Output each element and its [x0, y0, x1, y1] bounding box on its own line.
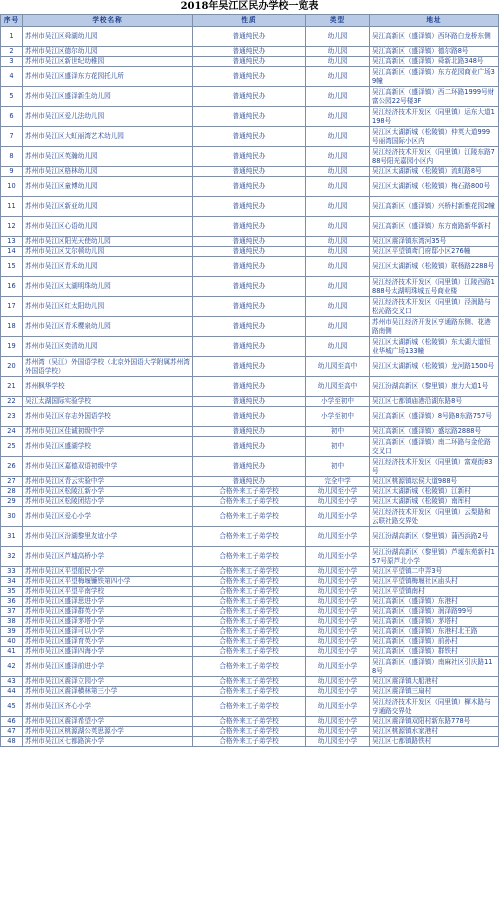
- table-row: [1, 617, 499, 627]
- cell-type: 幼儿园: [306, 257, 370, 277]
- cell-type: 幼儿园至小学: [306, 617, 370, 627]
- cell-nature: 普通纯民办: [193, 57, 306, 67]
- cell-type: 幼儿园: [306, 87, 370, 107]
- cell-no: 38: [1, 617, 23, 627]
- cell-address: 吴江高新区（盛泽镇）茅塔村: [370, 617, 499, 627]
- table-row: [1, 677, 499, 687]
- header-type: 类型: [306, 15, 370, 27]
- cell-school-name: 苏州市吴江区青禾幼儿园: [23, 257, 193, 277]
- cell-school-name: 苏州枫华学校: [23, 377, 193, 397]
- cell-nature: 合格外来工子弟学校: [193, 487, 306, 497]
- cell-nature: 普通纯民办: [193, 237, 306, 247]
- cell-school-name: 苏州市吴江区盛湖学校: [23, 437, 193, 457]
- cell-school-name: 苏州市吴江区存志外国语学校: [23, 407, 193, 427]
- cell-no: 34: [1, 577, 23, 587]
- cell-school-name: 苏州市吴江区盛泽前进小学: [23, 657, 193, 677]
- cell-no: 39: [1, 627, 23, 637]
- table-row: [1, 497, 499, 507]
- cell-nature: 合格外来工子弟学校: [193, 727, 306, 737]
- table-row: [1, 67, 499, 87]
- cell-nature: 普通纯民办: [193, 47, 306, 57]
- cell-no: 8: [1, 147, 23, 167]
- table-row: [1, 637, 499, 647]
- cell-school-name: 苏州市吴江区震泽希望小学: [23, 717, 193, 727]
- cell-address: 吴江区震泽镇双阳村新东路778号: [370, 717, 499, 727]
- cell-no: 40: [1, 637, 23, 647]
- cell-nature: 普通纯民办: [193, 477, 306, 487]
- cell-address: 吴江高新区（盛泽镇）盛坛路2888号: [370, 427, 499, 437]
- table-row: [1, 257, 499, 277]
- cell-nature: 普通纯民办: [193, 427, 306, 437]
- cell-type: 幼儿园: [306, 57, 370, 67]
- cell-type: 幼儿园至小学: [306, 727, 370, 737]
- cell-nature: 合格外来工子弟学校: [193, 657, 306, 677]
- cell-no: 4: [1, 67, 23, 87]
- cell-address: 吴江高新区（盛泽镇）润泽路99号: [370, 607, 499, 617]
- cell-no: 37: [1, 607, 23, 617]
- cell-type: 幼儿园: [306, 197, 370, 217]
- cell-type: 幼儿园: [306, 337, 370, 357]
- cell-type: 幼儿园至小学: [306, 607, 370, 617]
- cell-school-name: 苏州市吴江区嘉德双语初级中学: [23, 457, 193, 477]
- cell-no: 24: [1, 427, 23, 437]
- cell-address: 吴江区桃源镇坛侯大道988号: [370, 477, 499, 487]
- cell-nature: 合格外来工子弟学校: [193, 507, 306, 527]
- header-address: 地址: [370, 15, 499, 27]
- cell-nature: 普通纯民办: [193, 67, 306, 87]
- cell-no: 7: [1, 127, 23, 147]
- table-row: [1, 487, 499, 497]
- cell-no: 17: [1, 297, 23, 317]
- cell-no: 11: [1, 197, 23, 217]
- cell-school-name: 苏州市吴江区佳诚初级中学: [23, 427, 193, 437]
- cell-nature: 普通纯民办: [193, 87, 306, 107]
- cell-address: 吴江区太湖新城（松陵镇）龙河路1500号: [370, 357, 499, 377]
- cell-nature: 合格外来工子弟学校: [193, 497, 306, 507]
- cell-nature: 普通纯民办: [193, 377, 306, 397]
- cell-type: 初中: [306, 457, 370, 477]
- header-nature: 性质: [193, 15, 306, 27]
- table-row: [1, 647, 499, 657]
- cell-nature: 普通纯民办: [193, 257, 306, 277]
- cell-type: 幼儿园: [306, 167, 370, 177]
- cell-no: 12: [1, 217, 23, 237]
- cell-type: 幼儿园至小学: [306, 697, 370, 717]
- cell-no: 47: [1, 727, 23, 737]
- cell-type: 幼儿园至小学: [306, 507, 370, 527]
- cell-no: 19: [1, 337, 23, 357]
- cell-nature: 合格外来工子弟学校: [193, 567, 306, 577]
- cell-school-name: 苏州市吴江区盛泽东方花园托儿所: [23, 67, 193, 87]
- table-header-row: [1, 15, 499, 27]
- cell-type: 幼儿园至小学: [306, 647, 370, 657]
- cell-type: 幼儿园: [306, 247, 370, 257]
- table-row: [1, 507, 499, 527]
- cell-no: 20: [1, 357, 23, 377]
- cell-type: 幼儿园至小学: [306, 687, 370, 697]
- cell-nature: 普通纯民办: [193, 147, 306, 167]
- cell-address: 吴江高新区（盛泽镇）东港村: [370, 597, 499, 607]
- cell-address: 吴江区七都镇路铁村: [370, 737, 499, 747]
- cell-nature: 普通纯民办: [193, 407, 306, 427]
- table-row: [1, 107, 499, 127]
- cell-type: 幼儿园: [306, 177, 370, 197]
- cell-school-name: 苏州市吴江区盛泽茅塔小学: [23, 617, 193, 627]
- cell-type: 幼儿园至小学: [306, 637, 370, 647]
- cell-no: 30: [1, 507, 23, 527]
- cell-no: 16: [1, 277, 23, 297]
- cell-nature: 普通纯民办: [193, 247, 306, 257]
- cell-address: 苏州市吴江经济开发区亨通路东侧、花港路南侧: [370, 317, 499, 337]
- cell-nature: 合格外来工子弟学校: [193, 677, 306, 687]
- cell-school-name: 苏州市吴江区松陵团结小学: [23, 497, 193, 507]
- table-row: [1, 177, 499, 197]
- cell-type: 幼儿园至小学: [306, 547, 370, 567]
- cell-address: 吴江高新区（盛泽镇）西二环路1999号财富公园22号楼3F: [370, 87, 499, 107]
- table-row: [1, 127, 499, 147]
- cell-school-name: 苏州市吴江区大虹丽湾艺术幼儿园: [23, 127, 193, 147]
- cell-address: 吴江区太湖新城（松陵镇）东太湖大道恒业华城广场133幢: [370, 337, 499, 357]
- cell-no: 21: [1, 377, 23, 397]
- cell-type: 幼儿园至小学: [306, 527, 370, 547]
- cell-nature: 合格外来工子弟学校: [193, 587, 306, 597]
- cell-nature: 普通纯民办: [193, 397, 306, 407]
- cell-no: 44: [1, 687, 23, 697]
- cell-nature: 合格外来工子弟学校: [193, 627, 306, 637]
- cell-address: 吴江经济技术开发区（同里镇）运东大道1198号: [370, 107, 499, 127]
- cell-nature: 合格外来工子弟学校: [193, 737, 306, 747]
- table-row: [1, 277, 499, 297]
- cell-school-name: 苏州市吴江区新世纪幼稚园: [23, 57, 193, 67]
- cell-school-name: 苏州市吴江区齐心小学: [23, 697, 193, 717]
- cell-address: 吴江高新区（盛泽镇）前孙村: [370, 637, 499, 647]
- table-row: [1, 567, 499, 577]
- cell-address: 吴江区平望镇二中弄3号: [370, 567, 499, 577]
- cell-type: 幼儿园: [306, 27, 370, 47]
- table-row: [1, 167, 499, 177]
- cell-address: 吴江经济技术开发区（同里镇）江陵东路788号阳光嘉园小区内: [370, 147, 499, 167]
- table-row: [1, 437, 499, 457]
- cell-school-name: 苏州市吴江区太湖明珠幼儿园: [23, 277, 193, 297]
- table-row: [1, 457, 499, 477]
- table-row: [1, 407, 499, 427]
- cell-no: 35: [1, 587, 23, 597]
- table-row: [1, 697, 499, 717]
- cell-type: 幼儿园: [306, 237, 370, 247]
- cell-address: 吴江区震泽镇大船港村: [370, 677, 499, 687]
- cell-address: 吴江高新区（盛泽镇）德尔路8号: [370, 47, 499, 57]
- cell-type: 幼儿园: [306, 47, 370, 57]
- cell-nature: 普通纯民办: [193, 27, 306, 47]
- cell-no: 18: [1, 317, 23, 337]
- table-row: [1, 217, 499, 237]
- cell-address: 吴江区太湖新城（松陵镇）仲英大道999号丽湾国际小区内: [370, 127, 499, 147]
- table-row: [1, 577, 499, 587]
- table-row: [1, 597, 499, 607]
- cell-school-name: 苏州市吴江区汾湖黎里友谊小学: [23, 527, 193, 547]
- table-row: [1, 57, 499, 67]
- cell-school-name: 苏州市吴江区阳光天使幼儿园: [23, 237, 193, 247]
- cell-school-name: 苏州市吴江区盛泽新生幼儿园: [23, 87, 193, 107]
- cell-no: 14: [1, 247, 23, 257]
- cell-nature: 合格外来工子弟学校: [193, 527, 306, 547]
- cell-type: 幼儿园至高中: [306, 377, 370, 397]
- cell-type: 幼儿园: [306, 107, 370, 127]
- cell-address: 吴江汾湖高新区（黎里镇）康力大道1号: [370, 377, 499, 397]
- cell-nature: 合格外来工子弟学校: [193, 597, 306, 607]
- cell-no: 41: [1, 647, 23, 657]
- page-title: 2018年吴江区民办学校一览表: [180, 1, 319, 12]
- table-row: [1, 297, 499, 317]
- table-row: [1, 657, 499, 677]
- cell-type: 幼儿园至小学: [306, 487, 370, 497]
- cell-address: 吴江区平望镇鸢门府邸小区276幢: [370, 247, 499, 257]
- cell-nature: 合格外来工子弟学校: [193, 607, 306, 617]
- table-row: [1, 47, 499, 57]
- cell-school-name: 苏州市吴江区爱心小学: [23, 507, 193, 527]
- cell-no: 23: [1, 407, 23, 427]
- table-row: [1, 527, 499, 547]
- cell-school-name: 苏州市吴江区舜湖幼儿园: [23, 27, 193, 47]
- cell-no: 48: [1, 737, 23, 747]
- cell-address: 吴江高新区（盛泽镇）西环路白龙桥东侧: [370, 27, 499, 47]
- cell-school-name: 苏州市吴江区格林幼儿园: [23, 167, 193, 177]
- table-row: [1, 687, 499, 697]
- table-row: [1, 717, 499, 727]
- cell-address: 吴江汾湖高新区（黎里镇）芦墟东苑新村157号原芦北小学: [370, 547, 499, 567]
- cell-address: 吴江经济技术开发区（同里镇）江陵西路1888号太湖明珠城五号商业楼: [370, 277, 499, 297]
- cell-school-name: 苏州市吴江区平望平南学校: [23, 587, 193, 597]
- cell-school-name: 苏州市吴江区心语幼儿园: [23, 217, 193, 237]
- table-row: [1, 317, 499, 337]
- cell-no: 2: [1, 47, 23, 57]
- cell-type: 幼儿园: [306, 217, 370, 237]
- cell-nature: 合格外来工子弟学校: [193, 687, 306, 697]
- header-no: 序号: [1, 15, 23, 27]
- cell-type: 幼儿园至小学: [306, 587, 370, 597]
- school-table: [0, 14, 499, 747]
- cell-address: 吴江高新区（盛泽镇）东方南路新华新村: [370, 217, 499, 237]
- table-row: [1, 607, 499, 617]
- cell-school-name: 苏州市吴江区盛泽育英小学: [23, 637, 193, 647]
- cell-type: 幼儿园: [306, 297, 370, 317]
- cell-nature: 合格外来工子弟学校: [193, 577, 306, 587]
- cell-type: 幼儿园: [306, 67, 370, 87]
- cell-type: 初中: [306, 427, 370, 437]
- cell-school-name: 苏州市吴江区七都路滨小学: [23, 737, 193, 747]
- cell-no: 13: [1, 237, 23, 247]
- cell-address: 吴江经济技术开发区（同里镇）云梨路和云联社路交界处: [370, 507, 499, 527]
- cell-school-name: 苏州市吴江区震泽立园小学: [23, 677, 193, 687]
- cell-address: 吴江区震泽镇三扇村: [370, 687, 499, 697]
- cell-address: 吴江区震泽镇东湾河35号: [370, 237, 499, 247]
- cell-type: 幼儿园: [306, 277, 370, 297]
- cell-type: 幼儿园至小学: [306, 597, 370, 607]
- cell-address: 吴江高新区（盛泽镇）南麻社区引庆路118号: [370, 657, 499, 677]
- cell-address: 吴江区桃源镇水家港村: [370, 727, 499, 737]
- cell-address: 吴江高新区（盛泽镇）舜新北路348号: [370, 57, 499, 67]
- cell-address: 吴江区太湖新城（松陵镇）江新村: [370, 487, 499, 497]
- cell-school-name: 苏州市吴江区奕清幼儿园: [23, 337, 193, 357]
- cell-address: 吴江高新区（盛泽镇）8号路8东路757号: [370, 407, 499, 427]
- cell-school-name: 苏州市吴江区德尔幼儿园: [23, 47, 193, 57]
- cell-type: 幼儿园至小学: [306, 677, 370, 687]
- cell-no: 36: [1, 597, 23, 607]
- cell-address: 吴江区平望镇梅堰社区庙头村: [370, 577, 499, 587]
- table-row: [1, 27, 499, 47]
- cell-nature: 合格外来工子弟学校: [193, 637, 306, 647]
- cell-school-name: 苏州市吴江区英瀚幼儿园: [23, 147, 193, 167]
- cell-school-name: 苏州市吴江区平望梅堰镰铁第四小学: [23, 577, 193, 587]
- cell-no: 29: [1, 497, 23, 507]
- cell-type: 幼儿园: [306, 317, 370, 337]
- cell-school-name: 苏州市吴江区爱儿法幼儿园: [23, 107, 193, 127]
- cell-school-name: 苏州市吴江区桃源湖公英思源小学: [23, 727, 193, 737]
- cell-nature: 普通纯民办: [193, 167, 306, 177]
- cell-type: 初中: [306, 437, 370, 457]
- cell-type: 完全中学: [306, 477, 370, 487]
- table-row: [1, 357, 499, 377]
- cell-nature: 合格外来工子弟学校: [193, 647, 306, 657]
- cell-school-name: 苏州湾（吴江）外国语学校（北京外国语大学附属苏州湾外国语学校）: [23, 357, 193, 377]
- table-row: [1, 197, 499, 217]
- cell-no: 15: [1, 257, 23, 277]
- cell-school-name: 苏州市吴江区新亚幼儿园: [23, 197, 193, 217]
- cell-address: 吴江高新区（盛泽镇）南二环路与金伦路交叉口: [370, 437, 499, 457]
- cell-nature: 普通纯民办: [193, 457, 306, 477]
- table-row: [1, 587, 499, 597]
- cell-school-name: 苏州市吴江区盛泽群英小学: [23, 607, 193, 617]
- cell-no: 28: [1, 487, 23, 497]
- cell-school-name: 苏州市吴江区艾尔顿幼儿园: [23, 247, 193, 257]
- cell-address: 吴江高新区（盛泽镇）东港村北王路: [370, 627, 499, 637]
- cell-school-name: 苏州市吴江区盛泽思进小学: [23, 597, 193, 607]
- table-row: [1, 547, 499, 567]
- cell-address: 吴江高新区（盛泽镇）东方花园商业广场39幢: [370, 67, 499, 87]
- cell-type: 幼儿园至小学: [306, 497, 370, 507]
- cell-type: 幼儿园至小学: [306, 627, 370, 637]
- cell-type: 幼儿园至小学: [306, 717, 370, 727]
- cell-nature: 普通纯民办: [193, 277, 306, 297]
- cell-nature: 普通纯民办: [193, 437, 306, 457]
- cell-no: 5: [1, 87, 23, 107]
- cell-no: 43: [1, 677, 23, 687]
- cell-address: 吴江区平望镇南村: [370, 587, 499, 597]
- cell-school-name: 苏州市吴江区童博幼儿园: [23, 177, 193, 197]
- cell-address: 吴江汾湖高新区（黎里镇）蒲西浜路2号: [370, 527, 499, 547]
- cell-nature: 普通纯民办: [193, 127, 306, 147]
- cell-no: 3: [1, 57, 23, 67]
- cell-type: 小学至初中: [306, 407, 370, 427]
- table-row: [1, 337, 499, 357]
- table-row: [1, 397, 499, 407]
- cell-school-name: 苏州市吴江区盛泽四海小学: [23, 647, 193, 657]
- cell-no: 22: [1, 397, 23, 407]
- header-name: 学校名称: [23, 15, 193, 27]
- cell-type: 幼儿园至高中: [306, 357, 370, 377]
- cell-address: 吴江经济技术开发区（同里镇）富观街83号: [370, 457, 499, 477]
- cell-school-name: 苏州市吴江区盛泽可以小学: [23, 627, 193, 637]
- cell-no: 32: [1, 547, 23, 567]
- table-body: [1, 27, 499, 747]
- cell-nature: 普通纯民办: [193, 217, 306, 237]
- cell-no: 46: [1, 717, 23, 727]
- cell-nature: 合格外来工子弟学校: [193, 717, 306, 727]
- cell-nature: 普通纯民办: [193, 337, 306, 357]
- cell-school-name: 苏州市吴江区平望船民小学: [23, 567, 193, 577]
- table-row: [1, 727, 499, 737]
- cell-address: 吴江区七都镇庙港沿湖东路8号: [370, 397, 499, 407]
- cell-type: 幼儿园至小学: [306, 657, 370, 677]
- cell-address: 吴江经济技术开发区（同里镇）樨木路与亨通路交界处: [370, 697, 499, 717]
- table-row: [1, 477, 499, 487]
- cell-nature: 合格外来工子弟学校: [193, 617, 306, 627]
- cell-address: 吴江区太湖新城（松陵镇）梅石路800号: [370, 177, 499, 197]
- cell-no: 1: [1, 27, 23, 47]
- cell-school-name: 苏州市吴江区红太阳幼儿园: [23, 297, 193, 317]
- cell-no: 9: [1, 167, 23, 177]
- cell-address: 吴江区太湖新城（松陵镇）南厍村: [370, 497, 499, 507]
- table-row: [1, 237, 499, 247]
- cell-no: 31: [1, 527, 23, 547]
- cell-nature: 普通纯民办: [193, 197, 306, 217]
- cell-school-name: 苏州市吴江区青禾樱泉幼儿园: [23, 317, 193, 337]
- cell-type: 幼儿园: [306, 147, 370, 167]
- cell-no: 26: [1, 457, 23, 477]
- cell-type: 小学至初中: [306, 397, 370, 407]
- table-row: [1, 377, 499, 397]
- cell-no: 33: [1, 567, 23, 577]
- cell-no: 10: [1, 177, 23, 197]
- cell-nature: 合格外来工子弟学校: [193, 547, 306, 567]
- cell-address: 吴江经济技术开发区（同里镇）泾润路与松沁路交叉口: [370, 297, 499, 317]
- cell-address: 吴江高新区（盛泽镇）群铁村: [370, 647, 499, 657]
- cell-type: 幼儿园至小学: [306, 567, 370, 577]
- cell-school-name: 苏州市吴江区松陵江新小学: [23, 487, 193, 497]
- cell-nature: 普通纯民办: [193, 177, 306, 197]
- cell-school-name: 苏州市吴江区芦墟高桥小学: [23, 547, 193, 567]
- table-row: [1, 147, 499, 167]
- cell-nature: 普通纯民办: [193, 107, 306, 127]
- table-row: [1, 427, 499, 437]
- cell-type: 幼儿园: [306, 127, 370, 147]
- table-row: [1, 627, 499, 637]
- cell-school-name: 苏州市吴江区震泽横林第三小学: [23, 687, 193, 697]
- cell-school-name: 苏州市吴江区青云实验中学: [23, 477, 193, 487]
- cell-no: 27: [1, 477, 23, 487]
- table-row: [1, 247, 499, 257]
- cell-address: 吴江区太湖新城（松陵镇）流虹路8号: [370, 167, 499, 177]
- cell-address: 吴江区太湖新城（松陵镇）联杨路2288号: [370, 257, 499, 277]
- cell-nature: 合格外来工子弟学校: [193, 697, 306, 717]
- cell-nature: 普通纯民办: [193, 357, 306, 377]
- table-row: [1, 87, 499, 107]
- cell-no: 6: [1, 107, 23, 127]
- cell-nature: 普通纯民办: [193, 297, 306, 317]
- table-row: [1, 737, 499, 747]
- cell-no: 45: [1, 697, 23, 717]
- cell-no: 25: [1, 437, 23, 457]
- cell-no: 42: [1, 657, 23, 677]
- cell-school-name: 吴江太湖国际实验学校: [23, 397, 193, 407]
- cell-type: 幼儿园至小学: [306, 737, 370, 747]
- cell-nature: 普通纯民办: [193, 317, 306, 337]
- cell-type: 幼儿园至小学: [306, 577, 370, 587]
- cell-address: 吴江高新区（盛泽镇）兴桥村新雅花园2幢: [370, 197, 499, 217]
